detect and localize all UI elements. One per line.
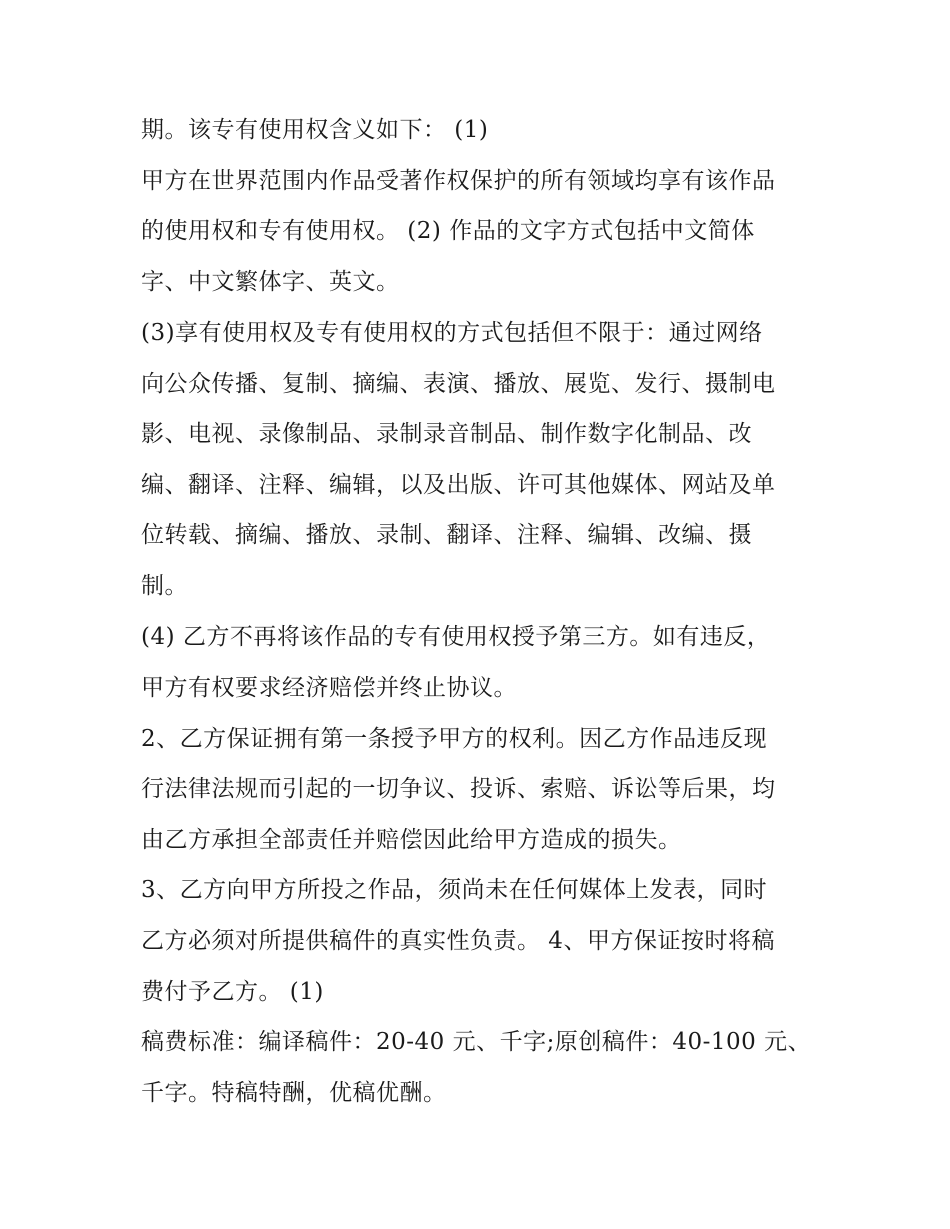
text-line: 的使用权和专有使用权。 (2) 作品的文字方式包括中文简体 [141,218,755,244]
text-line: 编、翻译、注释、编辑，以及出版、许可其他媒体、网站及单 [141,472,776,498]
text-line: 字、中文繁体字、英文。 [141,269,400,295]
text-line: 稿费标准：编译稿件：20-40 元、千字;原创稿件：40-100 元、 [141,1029,812,1055]
text-line: (3)享有使用权及专有使用权的方式包括但不限于：通过网络 [141,320,763,346]
text-line: 影、电视、录像制品、录制录音制品、制作数字化制品、改 [141,421,752,447]
text-line: 3、乙方向甲方所投之作品，须尚未在任何媒体上发表，同时 [141,877,768,903]
text-line: 制。 [141,573,188,599]
text-line: 由乙方承担全部责任并赔偿因此给甲方造成的损失。 [141,827,682,853]
text-line: (4) 乙方不再将该作品的专有使用权授予第三方。如有违反， [141,624,771,650]
text-line: 乙方必须对所提供稿件的真实性负责。 4、甲方保证按时将稿 [141,928,775,954]
text-line: 行法律法规而引起的一切争议、投诉、索赔、诉讼等后果，均 [141,776,776,802]
text-line: 甲方有权要求经济赔偿并终止协议。 [141,675,517,701]
text-line: 期。该专有使用权含义如下： (1) [141,117,489,143]
text-line: 向公众传播、复制、摘编、表演、播放、展览、发行、摄制电 [141,371,776,397]
text-line: 位转载、摘编、播放、录制、翻译、注释、编辑、改编、摄 [141,522,752,548]
text-line: 甲方在世界范围内作品受著作权保护的所有领域均享有该作品 [141,168,776,194]
text-line: 千字。特稿特酬，优稿优酬。 [141,1080,447,1106]
text-line: 2、乙方保证拥有第一条授予甲方的权利。因乙方作品违反现 [141,726,768,752]
text-line: 费付予乙方。 (1) [141,979,324,1005]
